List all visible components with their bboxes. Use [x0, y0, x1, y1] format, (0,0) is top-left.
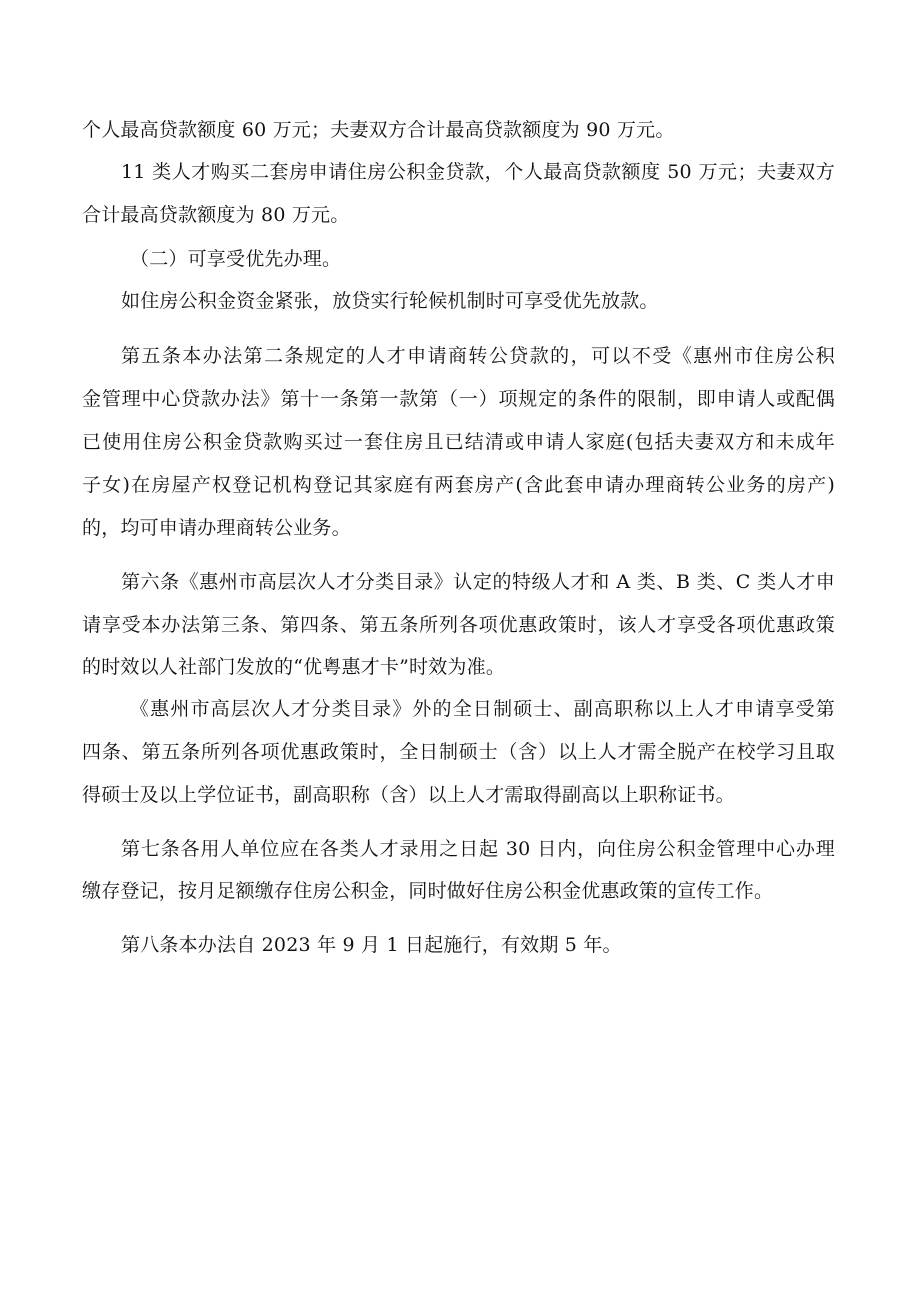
section-heading: （二）可享受优先办理。 [130, 248, 342, 270]
text-line: 第八条本办法自 2023 年 9 月 1 日起施行，有效期 5 年。 [121, 934, 622, 956]
text-line: 个人最高贷款额度 60 万元；夫妻双方合计最高贷款额度为 90 万元。 [82, 119, 675, 141]
text-line: 合计最高贷款额度为 80 万元。 [82, 204, 350, 226]
text-line: 11 类人才购买二套房申请住房公积金贷款，个人最高贷款额度 50 万元；夫妻双方 [121, 161, 835, 183]
text-line: 已使用住房公积金贷款购买过一套住房且已结清或申请人家庭(包括夫妻双方和未成年 [82, 431, 835, 453]
text-line: 第六条《惠州市高层次人才分类目录》认定的特级人才和 A 类、B 类、C 类人才申 [121, 571, 835, 593]
text-line: 四条、第五条所列各项优惠政策时，全日制硕士（含）以上人才需全脱产在校学习且取 [82, 741, 835, 763]
text-line: 的，均可申请办理商转公业务。 [82, 517, 351, 539]
text-line: 的时效以人社部门发放的“优粤惠才卡”时效为准。 [82, 656, 506, 678]
text-line: 如住房公积金资金紧张，放贷实行轮候机制时可享受优先放款。 [121, 290, 659, 312]
text-line: 《惠州市高层次人才分类目录》外的全日制硕士、副高职称以上人才申请享受第 [130, 698, 835, 720]
text-line: 得硕士及以上学位证书，副高职称（含）以上人才需取得副高以上职称证书。 [82, 784, 735, 806]
text-line: 金管理中心贷款办法》第十一条第一款第（一）项规定的条件的限制，即申请人或配偶 [82, 388, 835, 410]
text-line: 子女)在房屋产权登记机构登记其家庭有两套房产(含此套申请办理商转公业务的房产) [82, 474, 835, 496]
text-line: 请享受本办法第三条、第四条、第五条所列各项优惠政策时，该人才享受各项优惠政策 [82, 614, 835, 636]
text-line: 第七条各用人单位应在各类人才录用之日起 30 日内，向住房公积金管理中心办理 [121, 838, 835, 860]
text-line: 缴存登记，按月足额缴存住房公积金，同时做好住房公积金优惠政策的宣传工作。 [82, 880, 774, 902]
text-line: 第五条本办法第二条规定的人才申请商转公贷款的，可以不受《惠州市住房公积 [121, 345, 835, 367]
